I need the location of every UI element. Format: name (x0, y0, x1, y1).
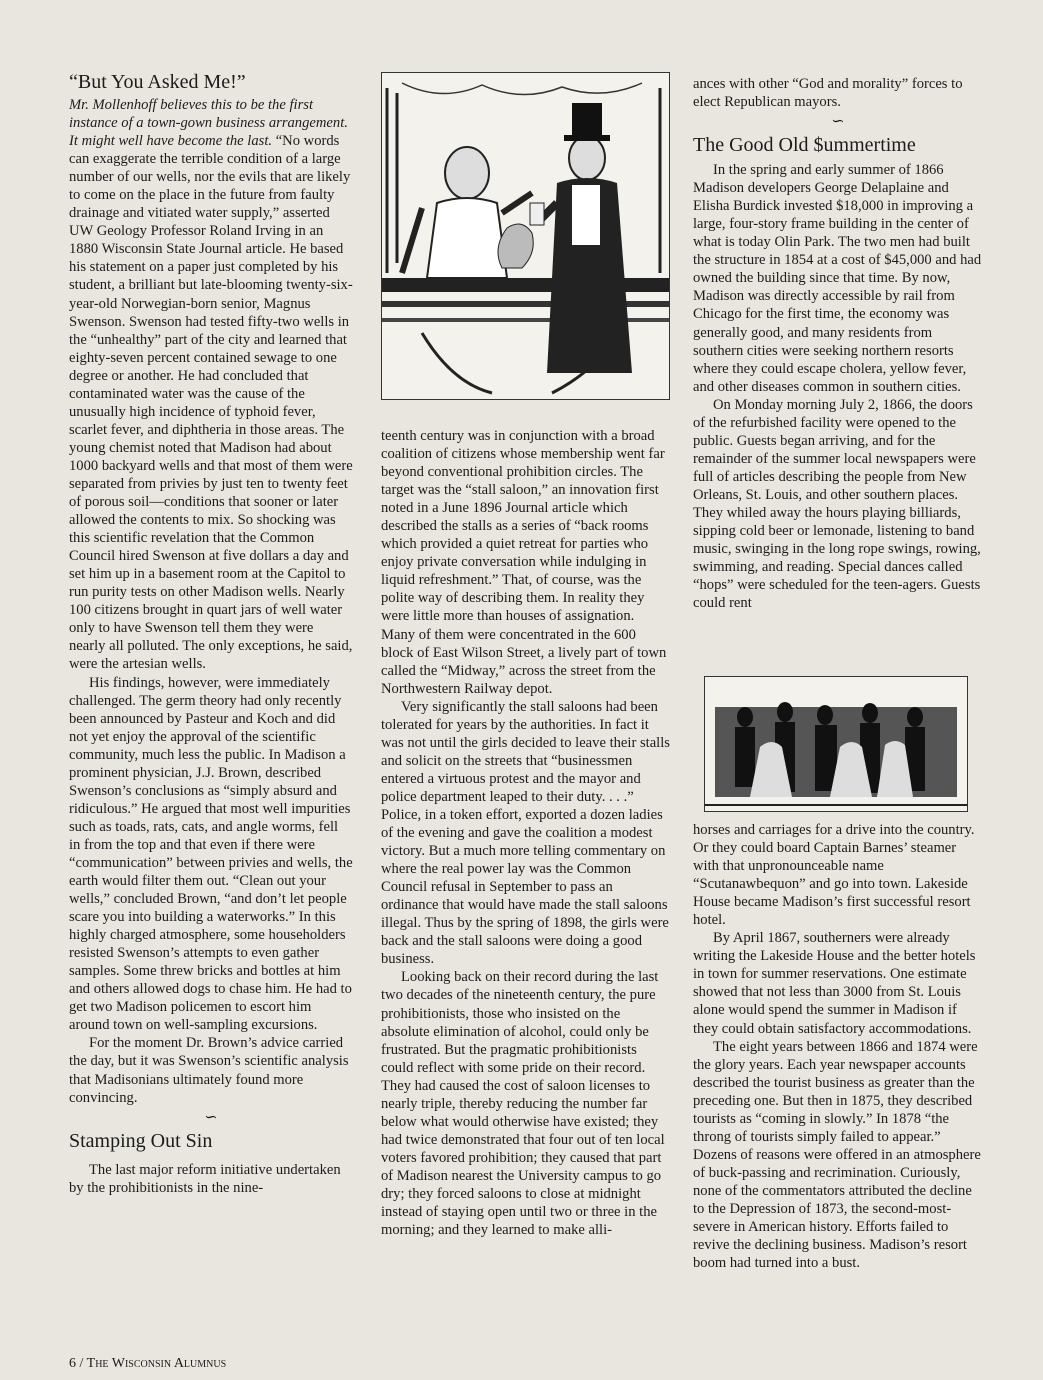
column-right (693, 75, 983, 612)
paragraph: For the moment Dr. Brown’s advice carried the day, but it was Swenson’s scientific analysis that Madisonians ultimately found more convincing. (69, 1035, 349, 1106)
paragraph: His findings, however, were immediately challenged. The germ theory had only recently been announced by Pasteur and Koch and did not yet enjoy the approval of the scientific community, much less the public. In Madison a prominent physician, J.J. Brown, described Swenson’s conclusions as “simply absurd and ridiculous.” He argued that most well impurities such as toads, rats, cats, and angle worms, fell in from the top and that even if there were “communication” between privies and wells, the earth would filter them out. “Clean out your wells,” concluded Brown, “and don’t let people scare you into building a waterworks.” In this highly charged atmosphere, some householders resisted Swenson’s attempts to even gather samples. Some threw bricks and bottles at him and others allowed dogs to chase him. He had to get two Madison policemen to escort him around town on well-sampling excursions. (69, 674, 353, 1034)
column-left (69, 96, 353, 1197)
section-heading-good-old-summertime: The Good Old $ummertime (693, 134, 916, 157)
column-right-lower (693, 821, 983, 1272)
paragraph: Very significantly the stall saloons had been tolerated for years by the authorities. In fact it was not until the girls decided to leave their stalls and solicit on the streets that “businessmen entered a virtuous protest and the mayor and police department leaped to their duty. . . .” Police, in a token effort, exported a dozen ladies of the evening and gave the coalition a modest victory. But a much more telling commentary on where the real power lay was the Common Council refusal in September to pass an ordinance that would have made the stall saloons illegal. Thus by the spring of 1898, the girls were back and the stall saloons were doing a good business. (381, 698, 670, 968)
paragraph: The eight years between 1866 and 1874 were the glory years. Each year newspaper accounts described the tourist business as greater than the preceding one. But then in 1875, they described tourists as “coming in slowly.” In 1878 “the throng of tourists simply failed to appear.” Dozens of reasons were offered in an atmosphere of buck-passing and recrimination. Curiously, none of the commentators attributed the decline to the Depression of 1873, the second-most-severe in American history. Efforts failed to revive the declining business. Madison’s resort boom had turned into a bust. (693, 1038, 981, 1272)
section-heading-but-you-asked-me: “But You Asked Me!” (69, 71, 246, 93)
ornament-divider: ∽ (831, 113, 845, 131)
paragraph: The last major reform initiative undertaken by the prohibitionists in the nine- (69, 1161, 341, 1196)
dance-illustration (704, 676, 968, 812)
editor-note: Mr. Mollenhoff believes this to be the first instance of a town-gown business arrangement. It might well have become the last. (69, 97, 348, 150)
paragraph: On Monday morning July 2, 1866, the doors of the refurbished facility were opened to the public. Guests began arriving, and for the remainder of the summer local newspapers were full of articles describing the people from New Orleans, St. Louis, and other southern places. They whiled away the hours playing billiards, sipping cold beer or lemonade, listening to band music, swinging in the long rope swings, rowing, swimming, and reading. Special dances called “hops” were scheduled for the teen-agers. Guests could rent (693, 396, 981, 612)
page-footer: 6 / The Wisconsin Alumnus (69, 1356, 227, 1371)
paragraph: By April 1867, southerners were already writing the Lakeside House and the better hotels in town for summer reservations. One estimate showed that not less than 3000 from St. Louis alone would spend the summer in Madison if they could obtain satisfactory accommodations. (693, 930, 976, 1037)
paragraph: horses and carriages for a drive into the country. Or they could board Captain Barnes’ steamer with that unpronounceable name “Scutanawbequon” and go into town. Lakeside House became Madison’s first successful resort hotel. (693, 822, 975, 929)
section-heading-stamping-out-sin: Stamping Out Sin (69, 1129, 213, 1152)
ornament-divider: ∽ (204, 1108, 218, 1126)
paragraph: ances with other “God and morality” forces to elect Republican mayors. (693, 76, 963, 111)
paragraph: teenth century was in conjunction with a broad coalition of citizens whose membership went far beyond conventional prohibition circles. The target was the “stall saloon,” an innovation first noted in a June 1896 Journal article which described the stalls as a series of “back rooms which provided a quiet retreat for parties who enjoy private conversation while indulging in liquid refreshment.” That, of course, was the polite way of describing them. In reality they were little more than houses of assignation. Many of them were concentrated in the 600 block of East Wilson Street, a lively part of town called the “Midway,” across the street from the Northwestern Railway depot. (381, 428, 667, 697)
paragraph: In the spring and early summer of 1866 Madison developers George Delaplaine and Elisha Burdick invested $18,000 in improving a large, four-story frame building in the center of what is today Olin Park. The two men had built the structure in 1854 at a cost of $45,000 and had owned the building since that time. By now, Madison was directly accessible by rail from Chicago for the first time, the economy was generally good, and many residents from southern cities were seeking northern resorts where they could escape cholera, yellow fever, and other diseases common in southern cities. (693, 162, 982, 395)
saloon-illustration (381, 72, 670, 400)
paragraph: “No words can exaggerate the terrible condition of a large number of our wells, nor the evils that are likely to come on the place in the future from faulty drainage and vitiated water supply,” asserted UW Geology Professor Roland Irving in an 1880 Wisconsin State Journal article. He based his statement on a paper just completed by his student, a brilliant but late-blooming twenty-six-year-old Norwegian-born senior, Magnus Swenson. Swenson had tested fifty-two wells in the “unhealthy” part of the city and learned that eighty-seven percent contained sewage to one degree or another. He had concluded that contaminated water was the cause of the unusually high incidence of typhoid fever, scarlet fever, and diphtheria in those areas. The young chemist noted that Madison had about 1000 backyard wells and that most of them were separated from privies by just ten to twenty feet of porous soil—conditions that sooner or later allowed the contents to mix. So shocking was this scientific revelation that the Common Council hired Swenson at five dollars a day and set him up in a basement room at the Capitol to run purity tests on other Madison wells. Nearly 100 citizens brought in quart jars of well water only to have Swenson tell them they were nearly all polluted. The only exceptions, he said, were the artesian wells. (69, 133, 353, 673)
column-middle (381, 427, 670, 1239)
paragraph: Looking back on their record during the last two decades of the nineteenth century, the pure prohibitionists, those who insisted on the absolute elimination of alcohol, could only be frustrated. But the pragmatic prohibitionists could reflect with some pride on their record. They had caused the cost of saloon licenses to nearly triple, thereby reducing the number far below what would otherwise have existed; they had twice demonstrated that four out of ten local voters favored prohibition; they caused that part of Madison nearest the University campus to go dry; they forced saloons to close at midnight instead of staying open until two or three in the morning; and they learned to make alli- (381, 969, 665, 1239)
